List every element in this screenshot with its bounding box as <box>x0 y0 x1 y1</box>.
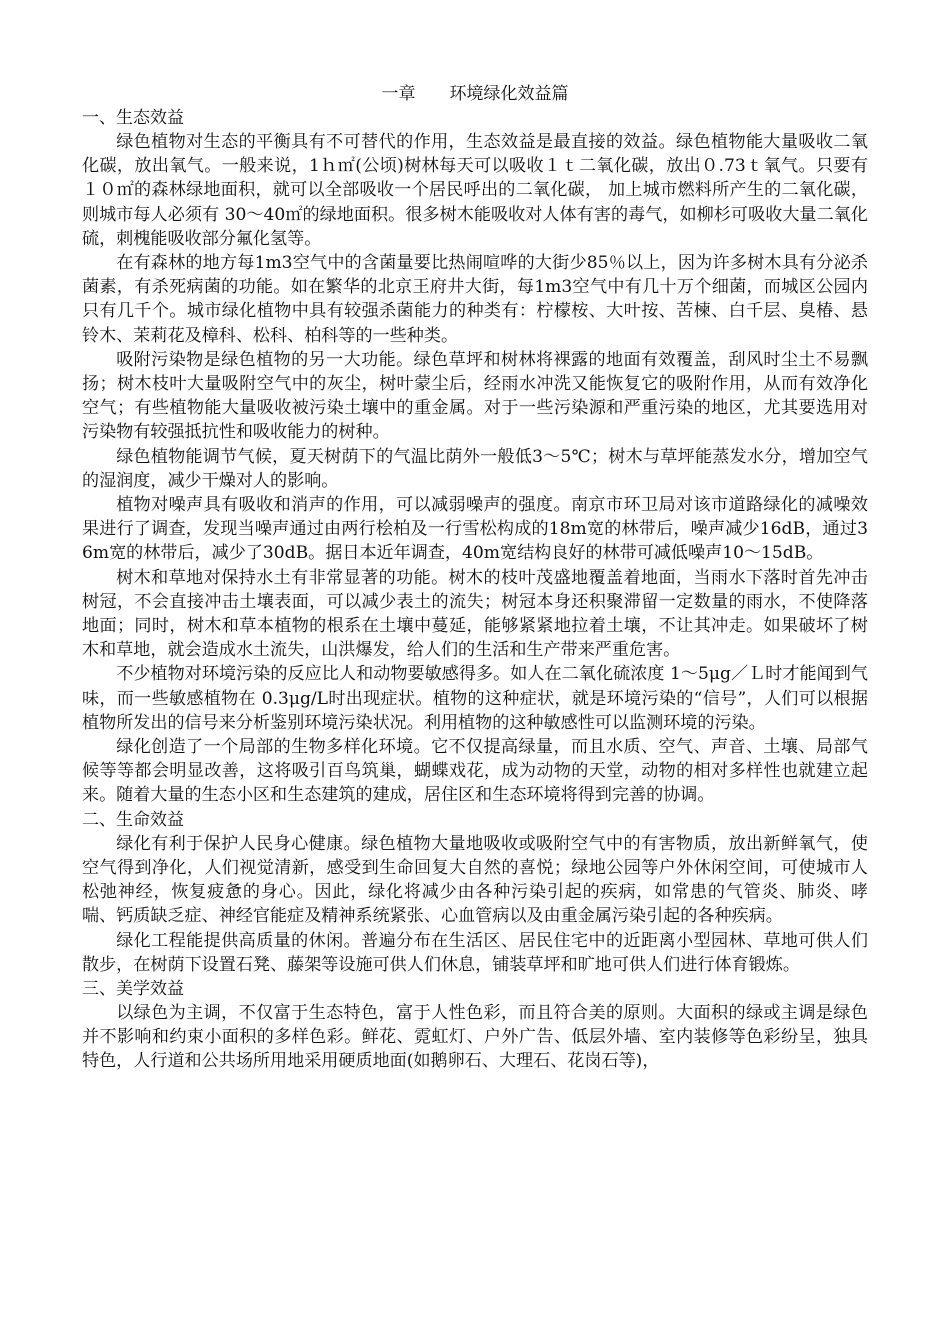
paragraph: 以绿色为主调，不仅富于生态特色，富于人性色彩，而且符合美的原则。大面积的绿或主调是绿色并不影响和约束小面积的多样色彩。鲜花、霓虹灯、户外广告、低层外墙、室内装修等色彩纷呈，独具特色，人行道和公共场所用地采用硬质地面(如鹅卵石、大理石、花岗石等)， <box>82 1002 868 1072</box>
section-heading: 一、生态效益 <box>82 108 184 128</box>
section-heading: 二、生命效益 <box>82 809 184 830</box>
paragraph: 绿化创造了一个局部的生物多样化环境。它不仅提高绿量，而且水质、空气、声音、土壤、局部气候等等都会明显改善，这将吸引百鸟筑巢，蝴蝶戏花，成为动物的天堂，动物的相对多样性也就建立起来。随着大量的生态小区和生态建筑的建成，居住区和生态环境将得到完善的协调。 <box>82 737 868 806</box>
section-aesthetic <box>82 977 868 1074</box>
section-life <box>82 808 868 977</box>
paragraph: 吸附污染物是绿色植物的另一大功能。绿色草坪和树林将裸露的地面有效覆盖，刮风时尘土不易飘扬；树木枝叶大量吸附空气中的灰尘，树叶蒙尘后，经雨水冲洗又能恢复它的吸附作用，从而有效净化空气；有些植物能大量吸收被污染土壤中的重金属。对于一些污染源和严重污染的地区，尤其要选用对污染物有较强抵抗性和吸收能力的树种。 <box>82 349 868 443</box>
document-page <box>82 82 868 1074</box>
paragraph: 绿化有利于保护人民身心健康。绿色植物大量地吸收或吸附空气中的有害物质，放出新鲜氧气，使空气得到净化，人们视觉清新，感受到生命回复大自然的喜悦；绿地公园等户外休闲空间，可使城市人松弛神经，恢复疲惫的身心。因此，绿化将减少由各种污染引起的疾病，如常患的气管炎、肺炎、哮喘、钙质缺乏症、神经官能症及精神系统紧张、心血管病以及由重金属污染引起的各种疾病。 <box>82 833 868 927</box>
paragraph: 植物对噪声具有吸收和消声的作用，可以减弱噪声的强度。南京市环卫局对该市道路绿化的减噪效果进行了调查，发现当噪声通过由两行桧柏及一行雪松构成的18m宽的林带后，噪声减少16dB，通过36m宽的林带后，减少了30dB。据日本近年调查，40m宽结构良好的林带可减低噪声10～15dB。 <box>82 495 868 564</box>
chapter-title: 一章 环境绿化效益篇 <box>381 84 569 104</box>
paragraph: 绿色植物能调节气候，夏天树荫下的气温比荫外一般低3～5℃；树木与草坪能蒸发水分，增加空气的湿润度，减少干燥对人的影响。 <box>82 446 868 491</box>
paragraph: 绿化工程能提供高质量的休闲。普遍分布在生活区、居民住宅中的近距离小型园林、草地可供人们散步，在树荫下设置石凳、藤架等设施可供人们休息，铺装草坪和旷地可供人们进行体育锻炼。 <box>82 930 868 975</box>
section-ecological <box>82 106 868 808</box>
paragraph: 绿色植物对生态的平衡具有不可替代的作用，生态效益是最直接的效益。绿色植物能大量吸收二氧化碳，放出氧气。一般来说，1ｈ㎡(公顷)树林每天可以吸收１ｔ二氧化碳，放出０.73ｔ氧气。只要有１０㎡的森林绿地面积，就可以全部吸收一个居民呼出的二氧化碳， 加上城市燃料所产生的二氧化碳，则城市每人必须有 30～40㎡的绿地面积。很多树木能吸收对人体有害的毒气，如柳杉可吸收大量二氧化硫，刺槐能吸收部分氟化氢等。 <box>82 132 868 249</box>
section-heading: 三、美学效益 <box>82 978 184 999</box>
paragraph: 在有森林的地方每1m3空气中的含菌量要比热闹喧哗的大街少85％以上，因为许多树木具有分泌杀菌素，有杀死病菌的功能。如在繁华的北京王府井大街，每1m3空气中有几十万个细菌，而城区公园内只有几千个。城市绿化植物中具有较强杀菌能力的种类有：柠檬桉、大叶按、苦楝、白千层、臭椿、悬铃木、茉莉花及樟科、松科、柏科等的一些种类。 <box>82 253 868 346</box>
paragraph: 树木和草地对保持水土有非常显著的功能。树木的枝叶茂盛地覆盖着地面，当雨水下落时首先冲击树冠，不会直接冲击土壤表面，可以减少表土的流失；树冠本身还积聚滞留一定数量的雨水，不使降落地面；同时，树木和草本植物的根系在土壤中蔓延，能够紧紧地拉着土壤，不让其冲走。如果破坏了树木和草地，就会造成水土流失，山洪爆发，给人们的生活和生产带来严重危害。 <box>82 567 868 661</box>
paragraph: 不少植物对环境污染的反应比人和动物要敏感得多。如人在二氧化硫浓度 1～5μg／Ｌ时才能闻到气味，而一些敏感植物在 0.3μg/L时出现症状。植物的这种症状，就是环境污染的“信号”，人们可以根据植物所发出的信号来分析鉴别环境污染状况。利用植物的这种敏感性可以监测环境的污染。 <box>82 664 868 733</box>
